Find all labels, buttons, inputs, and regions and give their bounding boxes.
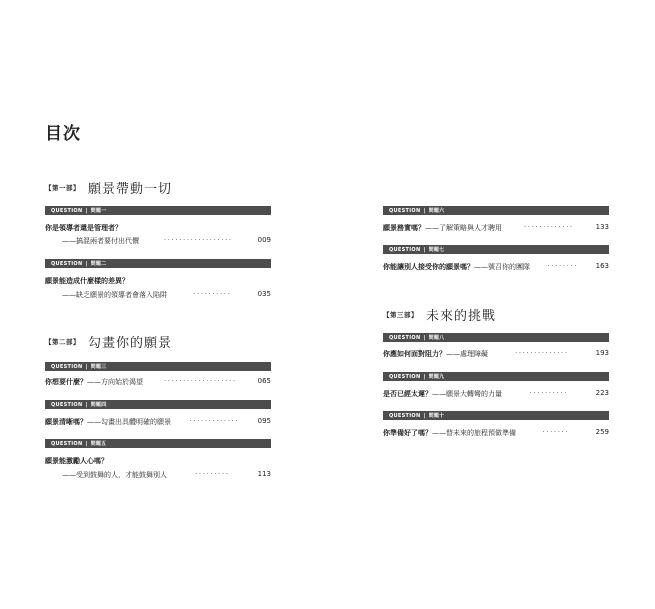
question-bar: QUESTION | 問題一	[45, 206, 271, 215]
entry-subtitle: ——願景大轉彎的力量	[432, 390, 502, 398]
question-text: 你想要什麼？	[45, 378, 87, 386]
question-text: 你能讓別人接受你的願景嗎？	[383, 263, 474, 271]
question-text: 是否已經太遲？	[383, 390, 432, 398]
page-number: 035	[257, 290, 271, 298]
leader-dots: ··········	[529, 389, 568, 397]
leader-dots: ·············	[189, 417, 240, 425]
question-label: QUESTION	[389, 207, 421, 214]
question-number: 問題九	[428, 374, 445, 380]
part-tag: 【第三部】	[383, 311, 418, 319]
question-bar: QUESTION | 問題四	[45, 400, 271, 409]
leader-dots: ··················	[163, 236, 233, 244]
question-number: 問題十	[428, 413, 445, 419]
toc-entry[interactable]	[383, 389, 609, 399]
question-label: QUESTION	[51, 207, 83, 214]
page-number: 095	[257, 417, 271, 425]
question-bar: QUESTION | 問題七	[383, 245, 609, 254]
part-title: 願景帶動一切	[88, 182, 173, 197]
page-number: 223	[595, 389, 609, 397]
page-number: 113	[257, 470, 271, 478]
toc-entry[interactable]	[62, 470, 271, 480]
question-number: 問題一	[90, 208, 107, 214]
entry-subtitle: ——方向始於渴望	[87, 378, 143, 386]
question-label: QUESTION	[389, 246, 421, 253]
leader-dots: ·········	[195, 470, 230, 478]
leader-dots: ·············	[523, 223, 574, 231]
page-number: 259	[595, 428, 609, 436]
question-number: 問題五	[90, 441, 107, 447]
question-text: 願景能激勵人心嗎？	[45, 457, 108, 465]
question-label: QUESTION	[389, 373, 421, 380]
part-heading	[45, 178, 172, 197]
entry-subtitle: ——處理障礙	[446, 350, 488, 358]
toc-entry[interactable]	[383, 349, 609, 359]
question-text: 願景清晰嗎？	[45, 418, 87, 426]
page-number: 065	[257, 377, 271, 385]
part-heading	[45, 332, 172, 351]
leader-dots: ········	[547, 262, 579, 270]
question-label: QUESTION	[51, 401, 83, 408]
question-text: 你準備好了嗎？	[383, 429, 432, 437]
page-number: 163	[595, 262, 609, 270]
toc-entry[interactable]	[45, 417, 271, 427]
entry-subtitle: ——勾畫出具體明確的願景	[87, 418, 171, 426]
toc-title: 目次	[45, 124, 81, 144]
question-number: 問題七	[428, 247, 445, 253]
toc-entry[interactable]	[383, 223, 609, 233]
entry-subtitle: ——號召你的團隊	[474, 263, 530, 271]
entry-subtitle: ——缺乏願景的領導者會落入陷阱	[62, 291, 167, 299]
entry-subtitle: ——搞混兩者要付出代價	[62, 237, 139, 245]
toc-entry[interactable]	[62, 290, 271, 300]
entry-subtitle: ——了解策略與人才聘用	[425, 224, 502, 232]
toc-entry[interactable]	[45, 377, 271, 387]
question-bar: QUESTION | 問題五	[45, 439, 271, 448]
question-number: 問題二	[90, 261, 107, 267]
question-label: QUESTION	[389, 412, 421, 419]
question-bar: QUESTION | 問題二	[45, 259, 271, 268]
question-label: QUESTION	[51, 363, 83, 370]
question-number: 問題八	[428, 335, 445, 341]
question-number: 問題四	[90, 402, 107, 408]
question-bar: QUESTION | 問題八	[383, 333, 609, 342]
entry-subtitle: ——替未來的旅程預做準備	[432, 429, 516, 437]
page-number: 193	[595, 349, 609, 357]
question-text: 願景能造成什麼樣的差異？	[45, 277, 129, 285]
page-number: 009	[257, 236, 271, 244]
question-label: QUESTION	[51, 440, 83, 447]
page-number: 133	[595, 223, 609, 231]
part-heading	[383, 305, 496, 324]
toc-entry[interactable]	[383, 262, 609, 272]
toc-entry[interactable]	[62, 236, 271, 246]
part-title: 勾畫你的願景	[88, 336, 173, 351]
leader-dots: ·······	[542, 428, 570, 436]
question-bar: QUESTION | 問題九	[383, 372, 609, 381]
question-label: QUESTION	[389, 334, 421, 341]
leader-dots: ···················	[163, 377, 237, 385]
question-label: QUESTION	[51, 260, 83, 267]
question-bar: QUESTION | 問題三	[45, 362, 271, 371]
question-text: 你是領導者還是管理者？	[45, 224, 122, 232]
part-title: 未來的挑戰	[426, 309, 497, 324]
entry-subtitle: ——受到鼓舞的人，才能鼓舞別人	[62, 471, 167, 479]
part-tag: 【第二部】	[45, 338, 80, 346]
leader-dots: ··········	[193, 290, 232, 298]
question-text: 願景務實嗎？	[383, 224, 425, 232]
question-number: 問題六	[428, 208, 445, 214]
toc-entry[interactable]	[383, 428, 609, 438]
question-text: 你應如何面對阻力？	[383, 350, 446, 358]
question-bar: QUESTION | 問題六	[383, 206, 609, 215]
question-bar: QUESTION | 問題十	[383, 411, 609, 420]
leader-dots: ··············	[515, 349, 569, 357]
part-tag: 【第一部】	[45, 184, 80, 192]
question-number: 問題三	[90, 364, 107, 370]
